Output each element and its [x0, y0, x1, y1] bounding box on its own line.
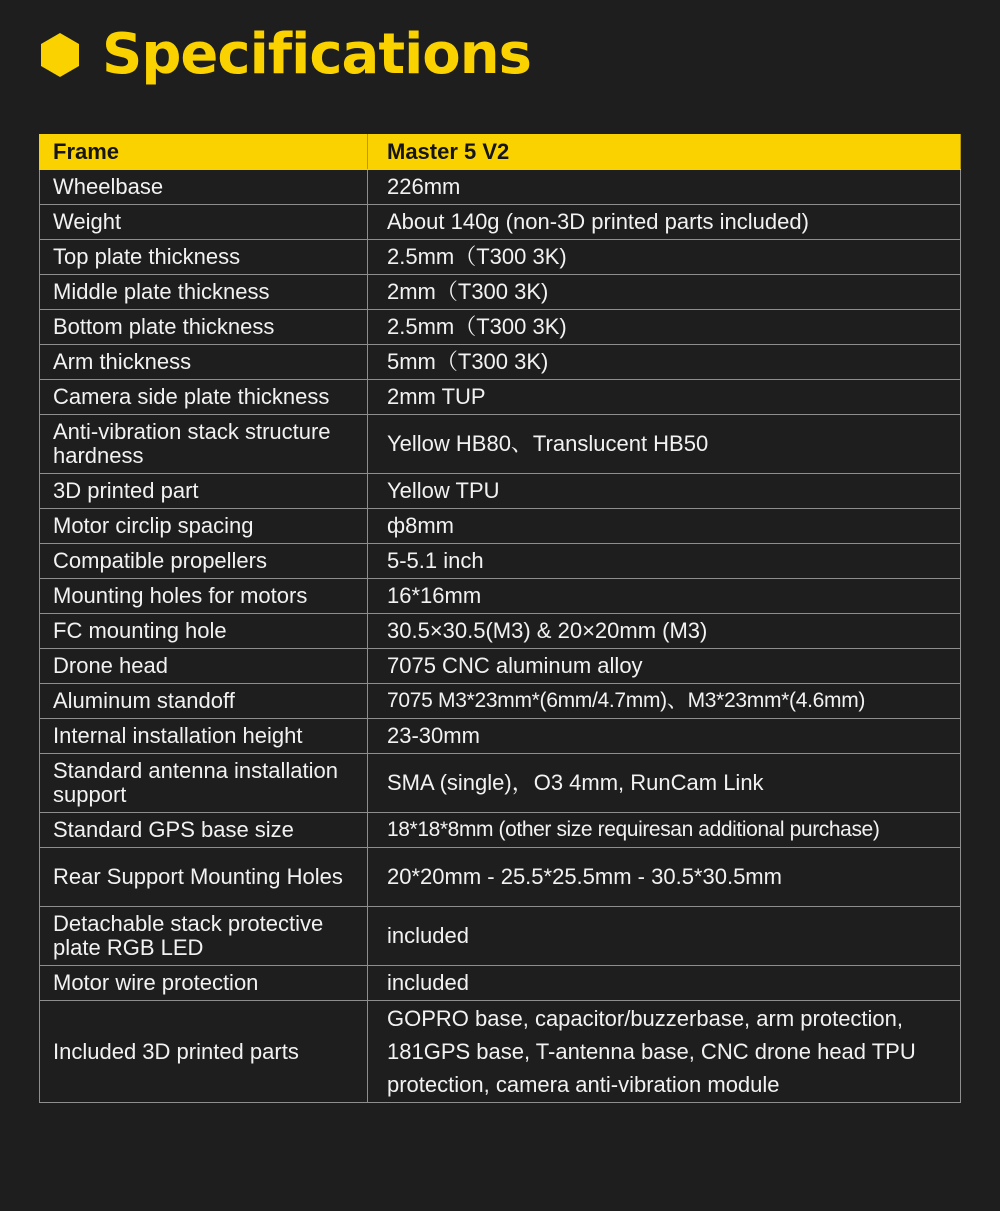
row-label: Motor circlip spacing [40, 509, 368, 544]
table-row [40, 170, 961, 205]
table-row [40, 240, 961, 275]
table-row [40, 1001, 961, 1103]
row-label: Arm thickness [40, 345, 368, 380]
row-value: About 140g (non-3D printed parts included) [368, 205, 961, 240]
table-row [40, 509, 961, 544]
row-value: 2.5mm（T300 3K) [368, 240, 961, 275]
row-label: Middle plate thickness [40, 275, 368, 310]
row-label: Rear Support Mounting Holes [40, 848, 368, 907]
row-label: Weight [40, 205, 368, 240]
row-value: ф8mm [368, 509, 961, 544]
page-title: Specifications [102, 22, 531, 87]
row-label: FC mounting hole [40, 614, 368, 649]
row-label: Aluminum standoff [40, 684, 368, 719]
table-row [40, 415, 961, 474]
table-row [40, 380, 961, 415]
table-row [40, 848, 961, 907]
row-label: 3D printed part [40, 474, 368, 509]
row-label: Bottom plate thickness [40, 310, 368, 345]
spec-table [39, 134, 961, 1103]
table-row [40, 907, 961, 966]
table-row [40, 649, 961, 684]
row-value: 2mm TUP [368, 380, 961, 415]
row-value: GOPRO base, capacitor/buzzerbase, arm protection, 181GPS base, T-antenna base, CNC drone head TPU protection, camera anti-vibration module [368, 1001, 961, 1103]
row-label: Standard antenna installation support [40, 754, 368, 813]
row-label: Compatible propellers [40, 544, 368, 579]
table-row [40, 966, 961, 1001]
row-label: Detachable stack protective plate RGB LED [40, 907, 368, 966]
table-row [40, 684, 961, 719]
row-label: Internal installation height [40, 719, 368, 754]
table-row [40, 205, 961, 240]
table-row [40, 310, 961, 345]
row-value: 2.5mm（T300 3K) [368, 310, 961, 345]
row-value: Yellow HB80、Translucent HB50 [368, 415, 961, 474]
row-value: 30.5×30.5(M3) & 20×20mm (M3) [368, 614, 961, 649]
header-value-cell: Master 5 V2 [368, 135, 961, 170]
row-value: Yellow TPU [368, 474, 961, 509]
title-bar [40, 20, 531, 90]
row-label: Camera side plate thickness [40, 380, 368, 415]
table-row [40, 345, 961, 380]
row-value: 5-5.1 inch [368, 544, 961, 579]
table-row [40, 474, 961, 509]
row-value: included [368, 966, 961, 1001]
row-label: Anti-vibration stack structure hardness [40, 415, 368, 474]
row-value: 16*16mm [368, 579, 961, 614]
row-label: Mounting holes for motors [40, 579, 368, 614]
table-row [40, 579, 961, 614]
row-value: 20*20mm - 25.5*25.5mm - 30.5*30.5mm [368, 848, 961, 907]
header-label-cell: Frame [40, 135, 368, 170]
row-value: 7075 CNC aluminum alloy [368, 649, 961, 684]
row-label: Drone head [40, 649, 368, 684]
table-header-row [40, 135, 961, 170]
table-row [40, 614, 961, 649]
row-value: 226mm [368, 170, 961, 205]
row-value: 7075 M3*23mm*(6mm/4.7mm)、M3*23mm*(4.6mm) [368, 684, 961, 719]
table-row [40, 275, 961, 310]
hexagon-icon [40, 32, 80, 78]
table-row [40, 544, 961, 579]
row-value: 5mm（T300 3K) [368, 345, 961, 380]
row-label: Wheelbase [40, 170, 368, 205]
table-row [40, 813, 961, 848]
table-row [40, 719, 961, 754]
row-value: included [368, 907, 961, 966]
row-value: 18*18*8mm (other size requiresan additional purchase) [368, 813, 961, 848]
row-label: Included 3D printed parts [40, 1001, 368, 1103]
row-value: 23-30mm [368, 719, 961, 754]
table-row [40, 754, 961, 813]
row-value: 2mm（T300 3K) [368, 275, 961, 310]
row-label: Motor wire protection [40, 966, 368, 1001]
row-label: Standard GPS base size [40, 813, 368, 848]
row-value: SMA (single)，O3 4mm, RunCam Link [368, 754, 961, 813]
row-label: Top plate thickness [40, 240, 368, 275]
